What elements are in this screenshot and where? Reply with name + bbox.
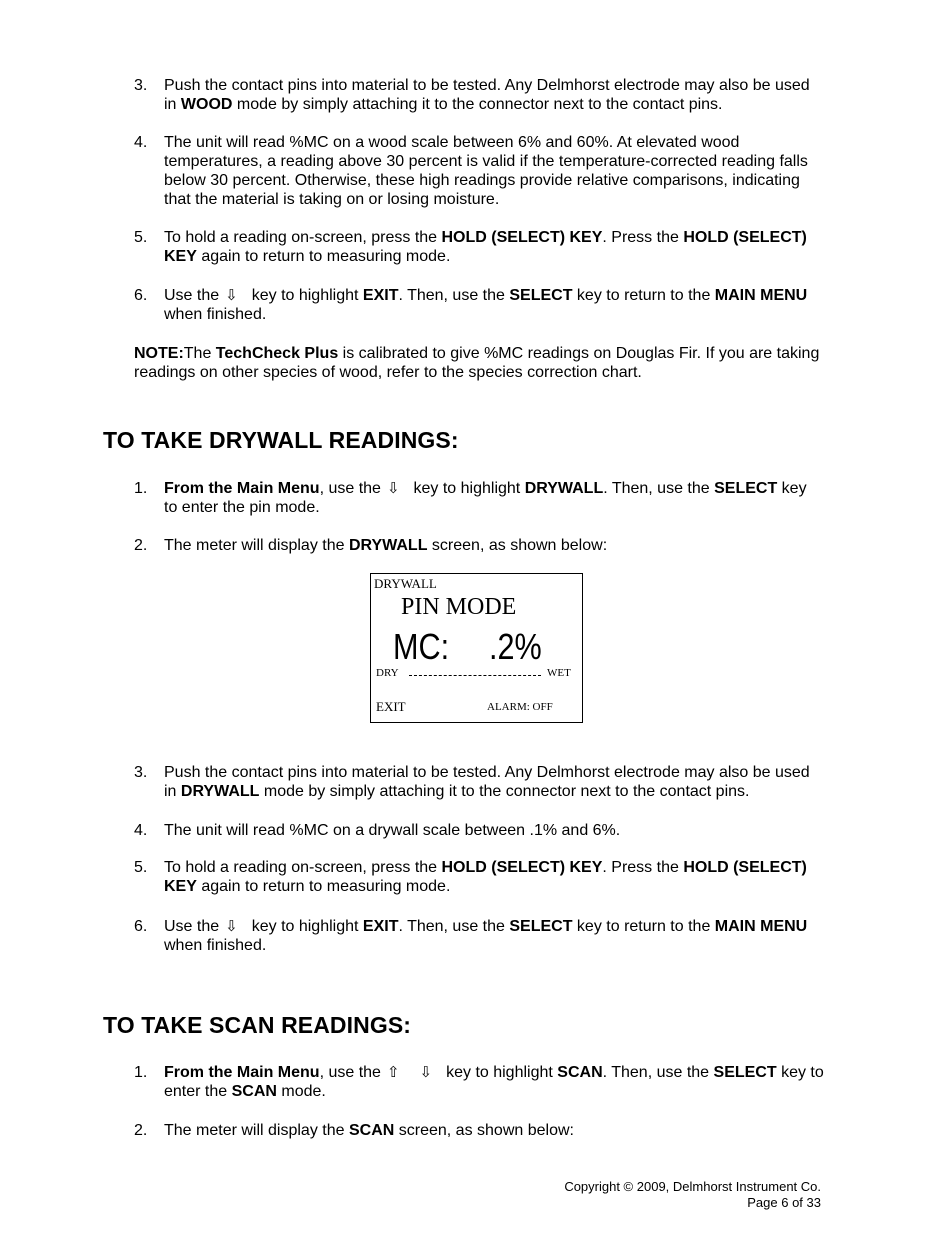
step-text xyxy=(164,479,824,517)
bold-term: SELECT xyxy=(509,918,573,935)
text-run: . Press the xyxy=(602,859,684,876)
wood-note xyxy=(134,344,824,382)
drywall-step-5 xyxy=(134,858,824,896)
step-number: 4. xyxy=(134,134,148,151)
copyright-notice: Copyright © 2009, Delmhorst Instrument Co. xyxy=(564,1179,821,1194)
text-run: Push the contact pins into material to be tested. Any Delmhorst electrode may also be used in xyxy=(164,77,810,113)
bold-term: MAIN MENU xyxy=(714,918,808,935)
bold-term: DRYWALL xyxy=(348,537,428,554)
step-number: 2. xyxy=(134,1122,148,1139)
text-run: again to return to measuring mode. xyxy=(196,878,451,895)
mc-label: MC: xyxy=(393,626,450,667)
bold-term: SCAN xyxy=(557,1064,603,1081)
drywall-step-3 xyxy=(134,763,824,801)
drywall-heading: TO TAKE DRYWALL READINGS: xyxy=(103,427,459,453)
screen-exit-option: EXIT xyxy=(376,699,406,714)
bold-term: WOOD xyxy=(180,96,233,113)
product-name: TechCheck Plus xyxy=(215,345,339,362)
text-run: mode by simply attaching it to the connector next to the contact pins. xyxy=(232,96,723,113)
down-arrow-icon: ⇩ xyxy=(225,918,238,935)
text-run: screen, as shown below: xyxy=(427,537,608,554)
step-text xyxy=(164,858,824,896)
text-run: . Then, use the xyxy=(602,1064,714,1081)
wood-step-5 xyxy=(134,228,824,266)
scan-heading: TO TAKE SCAN READINGS: xyxy=(103,1012,412,1038)
dry-label: DRY xyxy=(376,667,399,679)
text-run: when finished. xyxy=(164,937,267,954)
wet-label: WET xyxy=(547,667,571,679)
step-number: 3. xyxy=(134,764,148,781)
bold-term: SELECT xyxy=(714,480,778,497)
mc-value: .2% xyxy=(489,626,542,667)
text-run: again to return to measuring mode. xyxy=(196,248,451,265)
wood-step-3 xyxy=(134,76,824,114)
step-text xyxy=(164,763,824,801)
text-run: mode by simply attaching it to the connector next to the contact pins. xyxy=(259,783,750,800)
down-arrow-icon: ⇩ xyxy=(386,480,400,497)
step-number: 3. xyxy=(134,77,148,94)
bold-term: HOLD (SELECT) KEY xyxy=(164,229,807,265)
drywall-screen-display xyxy=(370,573,583,723)
scan-step-1 xyxy=(134,1063,824,1101)
bold-term: SCAN xyxy=(231,1083,277,1100)
up-arrow-icon: ⇧ xyxy=(386,1064,400,1081)
step-text xyxy=(164,228,824,266)
step-number: 5. xyxy=(134,229,148,246)
screen-mode: PIN MODE xyxy=(401,594,517,620)
step-number: 4. xyxy=(134,822,148,839)
text-run: . Then, use the xyxy=(398,918,510,935)
step-text: The unit will read %MC on a drywall scale between .1% and 6%. xyxy=(164,822,621,839)
bold-term: From the Main Menu xyxy=(164,480,320,497)
bold-term: MAIN MENU xyxy=(714,287,808,304)
text-run: . Then, use the xyxy=(603,480,715,497)
screen-title: DRYWALL xyxy=(374,576,437,591)
alarm-status: ALARM: OFF xyxy=(487,701,553,713)
page-number: Page 6 of 33 xyxy=(747,1195,821,1210)
drywall-step-6 xyxy=(134,917,824,955)
text-run: , use the xyxy=(319,480,381,497)
bold-term: DRYWALL xyxy=(524,480,604,497)
drywall-step-2 xyxy=(134,536,824,555)
step-text xyxy=(164,536,824,555)
bold-term: SELECT xyxy=(509,287,573,304)
text-run: Push the contact pins into material to be tested. Any Delmhorst electrode may also be used in xyxy=(164,764,810,800)
text-run: Use the xyxy=(164,918,220,935)
text-run: Use the xyxy=(164,287,220,304)
text-run: The meter will display the xyxy=(164,1122,349,1139)
text-run: key to highlight xyxy=(251,287,363,304)
step-text xyxy=(164,1063,824,1101)
note-label: NOTE: xyxy=(134,345,184,362)
step-number: 1. xyxy=(134,1064,148,1081)
text-run: key to highlight xyxy=(446,1064,558,1081)
page-footer xyxy=(564,1179,821,1211)
text-run: screen, as shown below: xyxy=(394,1122,574,1139)
text-run: key to return to the xyxy=(572,287,715,304)
text-run: key to highlight xyxy=(251,918,363,935)
text-run: is calibrated to give %MC readings on Douglas Fir. If you are taking readings on other species of wood, refer to the species correction chart. xyxy=(134,345,820,381)
text-run: To hold a reading on-screen, press the xyxy=(164,229,442,246)
text-run: . Then, use the xyxy=(398,287,510,304)
moisture-scale-line xyxy=(409,675,541,676)
step-text xyxy=(164,76,824,114)
text-run: , use the xyxy=(319,1064,381,1081)
text-run: key to return to the xyxy=(572,918,715,935)
step-text xyxy=(164,286,824,324)
drywall-step-1 xyxy=(134,479,824,517)
step-text xyxy=(164,917,824,955)
step-number: 6. xyxy=(134,918,148,935)
bold-term: HOLD (SELECT) KEY xyxy=(164,859,807,895)
step-number: 1. xyxy=(134,480,148,497)
step-number: 2. xyxy=(134,537,148,554)
bold-term: HOLD (SELECT) KEY xyxy=(441,859,603,876)
down-arrow-icon: ⇩ xyxy=(419,1064,433,1081)
bold-term: EXIT xyxy=(362,287,399,304)
wood-step-4 xyxy=(134,133,824,209)
text-run: mode. xyxy=(276,1083,326,1100)
bold-term: EXIT xyxy=(362,918,399,935)
text-run: key to highlight xyxy=(413,480,525,497)
bold-term: From the Main Menu xyxy=(164,1064,320,1081)
text-run: The xyxy=(183,345,216,362)
bold-term: SELECT xyxy=(713,1064,777,1081)
step-text: The unit will read %MC on a wood scale between 6% and 60%. At elevated wood temperatures, a reading above 30 percent is valid if the temperature-corrected reading falls below 30 percent. Otherwise, these high readings provide relative comparisons, indicating that the material is taking on or losing moisture. xyxy=(164,134,808,208)
step-number: 6. xyxy=(134,287,148,304)
scan-step-2 xyxy=(134,1121,824,1140)
text-run: key to enter the xyxy=(164,1064,824,1100)
bold-term: SCAN xyxy=(348,1122,395,1139)
text-run: when finished. xyxy=(164,306,267,323)
text-run: . Press the xyxy=(602,229,684,246)
down-arrow-icon: ⇩ xyxy=(225,287,238,304)
wood-step-6 xyxy=(134,286,824,324)
text-run: The meter will display the xyxy=(164,537,349,554)
text-run: To hold a reading on-screen, press the xyxy=(164,859,442,876)
text-run: key to enter the pin mode. xyxy=(164,480,807,516)
bold-term: DRYWALL xyxy=(180,783,260,800)
drywall-step-4 xyxy=(134,821,824,840)
step-text xyxy=(164,1121,824,1140)
step-number: 5. xyxy=(134,859,148,876)
bold-term: HOLD (SELECT) KEY xyxy=(441,229,603,246)
